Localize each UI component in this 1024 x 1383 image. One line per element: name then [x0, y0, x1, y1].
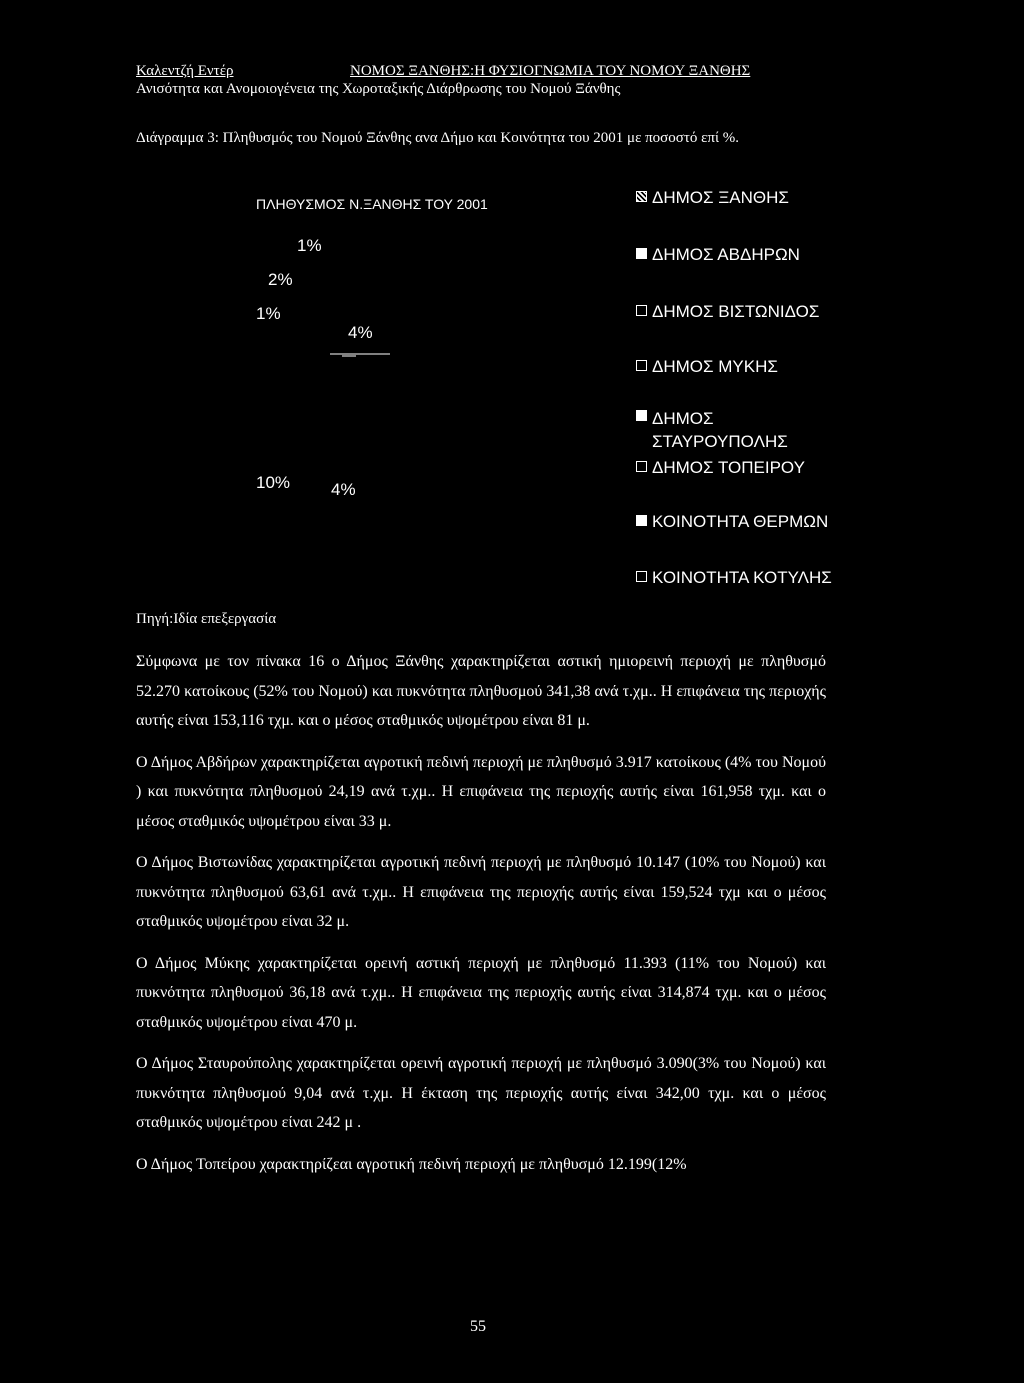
legend-item: [636, 568, 832, 588]
legend-swatch-icon: [636, 461, 647, 472]
legend-item: [636, 407, 852, 453]
chart-title: ΠΛΗΘΥΣΜΟΣ Ν.ΞΑΝΘΗΣ ΤΟΥ 2001: [256, 196, 488, 212]
paragraph: Ο Δήμος Μύκης χαρακτηρίζεται ορεινή αστική περιοχή με πληθυσμό 11.393 (11% του Νομού) και πυκνότητα πληθυσμού 36,18 ανά τ.χμ.. Η επιφάνεια της περιοχής αυτής είναι 314,874 τχμ. και ο μέσος σταθμικός υψομέτρου είναι 470 μ.: [136, 954, 826, 1031]
legend-swatch-icon: [636, 410, 647, 421]
figure-caption: Διάγραμμα 3: Πληθυσμός του Νομού Ξάνθης ανα Δήμο και Κοινότητα του 2001 με ποσοστό επί %.: [136, 130, 740, 146]
legend-item: [636, 512, 828, 532]
legend-label: ΔΗΜΟΣ ΤΟΠΕΙΡΟΥ: [652, 458, 805, 477]
leader-line: [328, 348, 392, 360]
legend-item: [636, 188, 789, 208]
legend-label: ΔΗΜΟΣ ΑΒΔΗΡΩΝ: [652, 245, 800, 264]
legend-label: ΔΗΜΟΣ ΞΑΝΘΗΣ: [652, 188, 789, 207]
legend-item: [636, 302, 819, 322]
page-number: 55: [470, 1318, 486, 1335]
legend-label: ΔΗΜΟΣ ΣΤΑΥΡΟΥΠΟΛΗΣ: [652, 409, 788, 451]
source-note: Πηγή:Ιδία επεξεργασία: [136, 611, 277, 627]
header-subtitle: Ανισότητα και Ανομοιογένεια της Χωροταξικής Διάρθρωσης του Νομού Ξάνθης: [136, 81, 621, 97]
slice-label: 4%: [348, 323, 373, 342]
legend-swatch-icon: [636, 248, 647, 259]
page-header: [136, 62, 751, 80]
legend-swatch-icon: [636, 571, 647, 582]
legend-item: [636, 245, 800, 265]
legend-item: [636, 357, 778, 377]
slice-label: 10%: [256, 473, 291, 492]
paragraph: Σύμφωνα με τον πίνακα 16 ο Δήμος Ξάνθης χαρακτηρίζεται αστική ημιορεινή περιοχή με πληθυσμό 52.270 κατοίκους (52% του Νομού) και πυκνότητα πληθυσμού 341,38 ανά τ.χμ.. Η επιφάνεια της περιοχής αυτής είναι 153,116 τχμ. και ο μέσος σταθμικός υψομέτρου είναι 81 μ.: [136, 653, 826, 729]
slice-label: 1%: [256, 304, 281, 323]
paragraph: Ο Δήμος Τοπείρου χαρακτηρίζεαι αγροτική πεδινή περιοχή με πληθυσμό 12.199(12%: [136, 1155, 687, 1173]
legend-swatch-icon: [636, 515, 647, 526]
paragraph: Ο Δήμος Σταυρούπολης χαρακτηρίζεται ορεινή αγροτική περιοχή με πληθυσμό 3.090(3% του Νομού) και πυκνότητα πληθυσμού 9,04 ανά τ.χμ. Η έκταση της περιοχής αυτής είναι 342,00 τχμ. και ο μέσος σταθμικός υψομέτρου είναι 242 μ .: [136, 1055, 826, 1131]
legend-label: ΔΗΜΟΣ ΜΥΚΗΣ: [652, 357, 778, 376]
slice-label: 1%: [297, 236, 322, 255]
header-title: ΝΟΜΟΣ ΞΑΝΘΗΣ:Η ΦΥΣΙΟΓΝΩΜΙΑ ΤΟΥ ΝΟΜΟΥ ΞΑΝΘΗΣ: [350, 63, 751, 79]
body-text: [136, 647, 826, 1191]
legend-label: ΚΟΙΝΟΤΗΤΑ ΚΟΤΥΛΗΣ: [652, 568, 832, 587]
paragraph: Ο Δήμος Βιστωνίδας χαρακτηρίζεται αγροτική πεδινή περιοχή με πληθυσμό 10.147 (10% του Νομού) και πυκνότητα πληθυσμού 63,61 ανά τ.χμ.. Η επιφάνεια της περιοχής αυτής είναι 159,524 τχμ και ο μέσος σταθμικός υψομέτρου είναι 32 μ.: [136, 854, 826, 930]
legend-swatch-icon: [636, 360, 647, 371]
paragraph: Ο Δήμος Αβδήρων χαρακτηρίζεται αγροτική πεδινή περιοχή με πληθυσμό 3.917 κατοίκους (4% του Νομού ) και πυκνότητα πληθυσμού 24,19 ανά τ.χμ.. Η επιφάνεια της περιοχής αυτής είναι 161,958 τχμ. και ο μέσος σταθμικός υψομέτρου είναι 33 μ.: [136, 753, 826, 830]
legend-label: ΚΟΙΝΟΤΗΤΑ ΘΕΡΜΩΝ: [652, 512, 829, 531]
header-author: Καλεντζή Εντέρ: [136, 63, 234, 79]
legend-swatch-icon: [636, 191, 647, 202]
legend-label: ΔΗΜΟΣ ΒΙΣΤΩΝΙΔΟΣ: [652, 302, 820, 321]
slice-label: 2%: [268, 270, 293, 289]
slice-label: 4%: [331, 480, 356, 499]
legend-item: [636, 458, 805, 478]
legend-swatch-icon: [636, 305, 647, 316]
